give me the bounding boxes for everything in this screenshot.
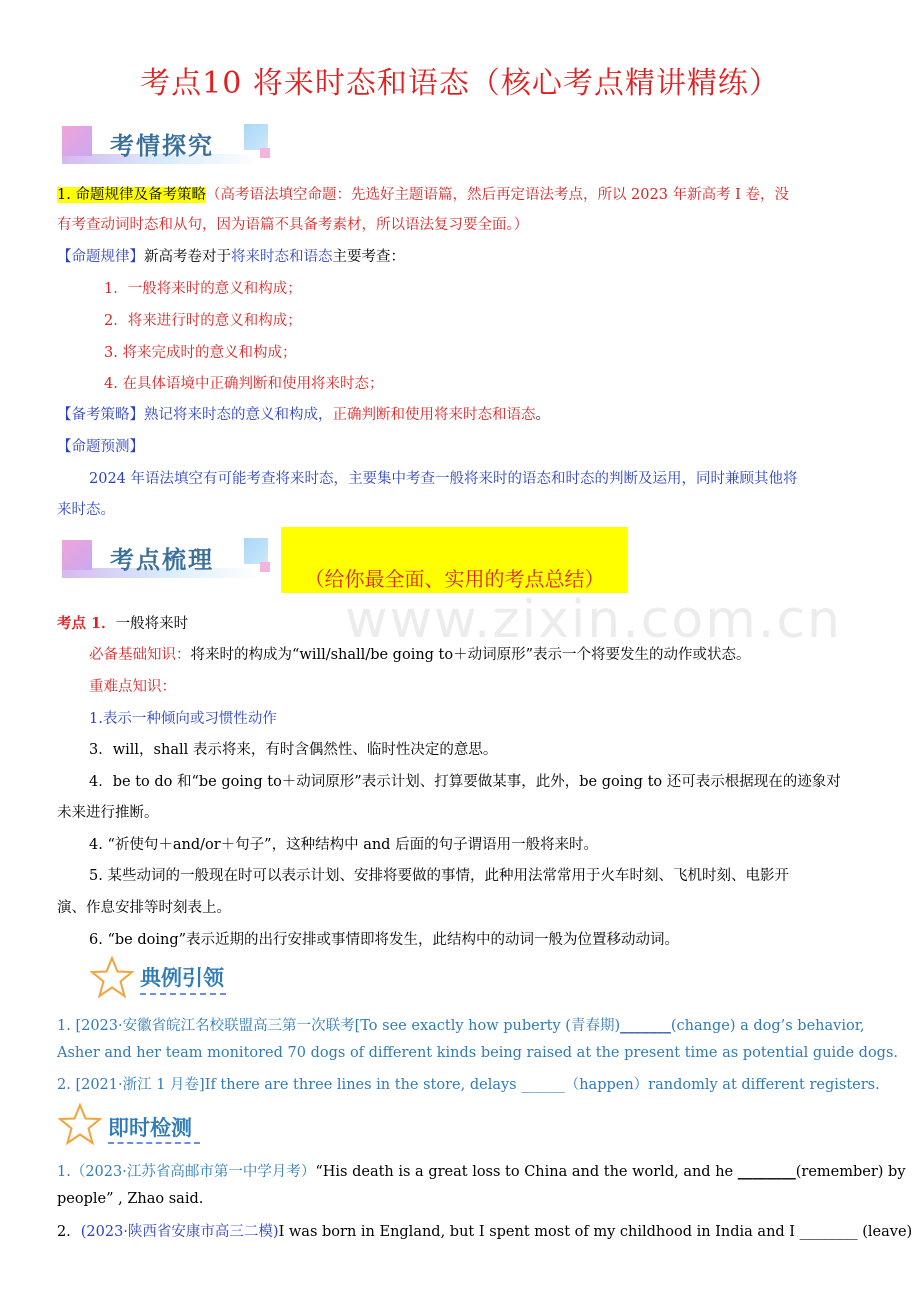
rule-topic: 将来时态和语态 <box>231 249 333 265</box>
key-point-3: 3．will，shall 表示将来，有时含偶然性、临时性决定的意思。 <box>89 742 498 758</box>
kp-title: 一般将来时 <box>115 616 189 632</box>
check-q2 <box>57 1220 912 1241</box>
key-point-5-cont: 演、作息安排等时刻表上。 <box>57 900 231 916</box>
section1-intro-cont: 有考查动词时态和从句，因为语篇不具备考素材，所以语法复习要全面。） <box>57 217 529 233</box>
key-point-1: 1.表示一种倾向或习惯性动作 <box>89 711 277 727</box>
rule-item: 2．将来进行时的意义和构成； <box>104 313 302 329</box>
rule-text: 主要考查： <box>332 249 405 265</box>
basic-label: 必备基础知识： <box>89 647 191 663</box>
section1-heading-line <box>57 183 789 204</box>
section-banner-analysis <box>62 124 282 170</box>
banner-decoration <box>244 124 268 150</box>
rule-line <box>57 245 405 266</box>
check-q2-text: I was born in England, but I spent most of my childhood in India and I ________ (leave) <box>278 1224 913 1240</box>
strategy-line <box>57 403 550 424</box>
section1-heading: 1. 命题规律及备考策略 <box>57 187 206 203</box>
summary-note-box <box>281 527 628 593</box>
predict-text: 2024 年语法填空有可能考查将来时态，主要集中考查一般将来时的语态和时态的判断及运用，同时兼顾其他将 <box>89 471 798 487</box>
banner-decoration <box>62 540 92 570</box>
check-q1 <box>57 1160 906 1181</box>
basic-text: 将来时的构成为“will/shall/be going to＋动词原形”表示一个将要发生的动作或状态。 <box>190 647 751 663</box>
answer-blank: ________ <box>737 1163 796 1180</box>
rule-item: 3. 将来完成时的意义和构成； <box>104 345 297 361</box>
answer-blank: _______ <box>620 1017 671 1034</box>
check-header: 即时检测 <box>108 1116 192 1140</box>
rule-item: 1．一般将来时的意义和构成； <box>104 281 302 297</box>
example-q1-cont: Asher and her team monitored 70 dogs of different kinds being raised at the present time as potential guide dogs. <box>57 1045 898 1061</box>
rule-item: 4. 在具体语境中正确判断和使用将来时态； <box>104 376 384 392</box>
example-q1-text: 1. [2023·安徽省皖江名校联盟高三第一次联考[To see exactly how puberty (青春期) <box>57 1018 621 1034</box>
check-q1-cont: people” , Zhao said. <box>57 1191 204 1207</box>
key-point-4b: 4. “祈使句＋and/or＋句子”，这种结构中 and 后面的句子谓语用一般将来时。 <box>89 837 599 853</box>
star-icon <box>58 1103 102 1145</box>
banner-decoration <box>260 562 270 572</box>
strategy-tag: 【备考策略】 <box>57 407 144 423</box>
check-q1-text: (remember) by <box>795 1164 906 1180</box>
kp-label: 考点 1． <box>57 615 116 632</box>
rule-text: 新高考卷对于 <box>144 249 231 265</box>
banner-decoration <box>62 126 92 156</box>
banner-decoration <box>260 148 270 158</box>
basic-line <box>89 643 751 664</box>
banner-title: 考情探究 <box>110 132 214 160</box>
header-underline <box>108 1142 200 1144</box>
page-title: 考点10 将来时态和语态（核心考点精讲精练） <box>140 66 780 101</box>
example-q1-text: (change) a dog’s behavior, <box>670 1018 865 1034</box>
strategy-text: 熟记将来时态的意义和构成， <box>144 407 333 423</box>
strategy-text: 。 <box>535 407 550 423</box>
strategy-highlight: 正确判断和使用将来时态和语态 <box>332 407 536 423</box>
watermark: www.zixin.com.cn <box>345 590 842 650</box>
key-point-4-cont: 未来进行推断。 <box>57 805 159 821</box>
example-q1 <box>57 1014 865 1035</box>
banner-title: 考点梳理 <box>110 546 214 574</box>
key-point-6: 6. “be doing”表示近期的出行安排或事情即将发生，此结构中的动词一般为位置移动动词。 <box>89 932 680 948</box>
header-underline <box>140 993 226 995</box>
section1-intro: （高考语法填空命题：先选好主题语篇，然后再定语法考点，所以 2023 年新高考 I 卷，没 <box>205 187 790 203</box>
examples-header: 典例引领 <box>140 966 224 990</box>
example-q2: 2. [2021·浙江 1 月卷]If there are three lines in the store, delays ______（happen）randomly at different registers. <box>57 1077 880 1093</box>
banner-decoration <box>244 538 268 564</box>
check-q2-source: (2023·陕西省安康市高三二模) <box>80 1224 279 1240</box>
key-point-4: 4．be to do 和“be going to＋动词原形”表示计划、打算要做某事，此外，be going to 还可表示根据现在的迹象对 <box>89 774 841 790</box>
key-label: 重难点知识： <box>89 679 176 695</box>
check-q1-text: “His death is a great loss to China and the world, and he <box>315 1164 738 1180</box>
star-icon <box>90 956 134 998</box>
key-point-5: 5. 某些动词的一般现在时可以表示计划、安排将要做的事情，此种用法常常用于火车时刻、飞机时刻、电影开 <box>89 868 789 884</box>
predict-tag: 【命题预测】 <box>57 439 144 455</box>
summary-note: （给你最全面、实用的考点总结） <box>304 567 605 591</box>
predict-text-cont: 来时态。 <box>57 502 115 518</box>
check-q2-number: 2． <box>57 1224 81 1240</box>
rule-tag: 【命题规律】 <box>57 249 144 265</box>
kp-title-line <box>57 612 188 633</box>
section-banner-summary <box>62 538 282 584</box>
check-q1-source: 1.（2023·江苏省高邮市第一中学月考） <box>57 1164 316 1180</box>
